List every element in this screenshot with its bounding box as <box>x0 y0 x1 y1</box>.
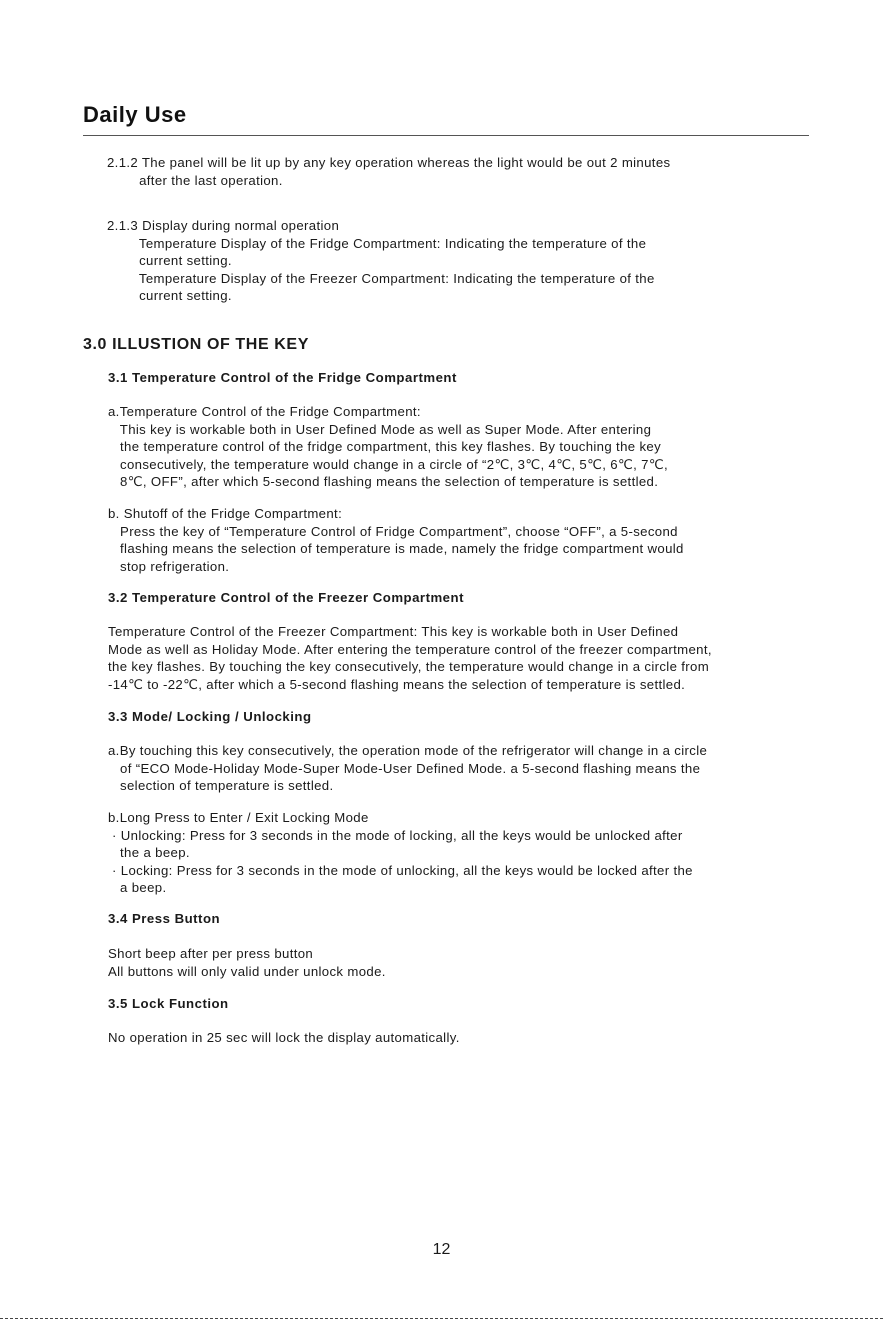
subsection-heading-3-4: 3.4 Press Button <box>108 911 221 926</box>
page-number: 12 <box>432 1241 451 1258</box>
subsection-heading-3-1: 3.1 Temperature Control of the Fridge Compartment <box>108 370 457 385</box>
paragraph-3-3-a: a.By touching this key consecutively, the operation mode of the refrigerator will change in a circle of “ECO Mode-Holiday Mode-Super Mode-User Defined Mode. a 5-second flashing means the selection of temperature is settled. <box>108 743 708 793</box>
subsection-heading-3-3: 3.3 Mode/ Locking / Unlocking <box>108 709 312 724</box>
paragraph-3-1-a: a.Temperature Control of the Fridge Compartment: This key is workable both in User Defined Mode as well as Super Mode. After entering the temperature control of the fridge compartment, this key flashes. By touching the key consecutively, the temperature would change in a circle of “2℃, 3℃, 4℃, 5℃, 6℃, 7℃, 8℃, OFF”, after which 5-second flashing means the selection of temperature is settled. <box>108 404 668 489</box>
page-title: Daily Use <box>83 102 187 127</box>
paragraph-3-3-b: b.Long Press to Enter / Exit Locking Mode · Unlocking: Press for 3 seconds in the mode of locking, all the keys would be unlocked after the a beep. · Locking: Press for 3 seconds in the mode of unlocking, all the keys would be locked after the a beep. <box>108 810 693 895</box>
subsection-heading-3-2: 3.2 Temperature Control of the Freezer Compartment <box>108 590 464 605</box>
paragraph-3-1-b: b. Shutoff of the Fridge Compartment: Press the key of “Temperature Control of Fridge Compartment”, choose “OFF”, a 5-second flashing means the selection of temperature is made, namely the fridge compartment would stop refrigeration. <box>108 506 684 574</box>
paragraph-3-2: Temperature Control of the Freezer Compartment: This key is workable both in User Defined Mode as well as Holiday Mode. After entering the temperature control of the freezer compartment, the key flashes. By touching the key consecutively, the temperature would change in a circle from -14℃ to -22℃, after which a 5-second flashing means the selection of temperature is settled. <box>108 624 712 692</box>
section-heading-3-0: 3.0 ILLUSTION OF THE KEY <box>83 336 309 353</box>
paragraph-2-1-3: 2.1.3 Display during normal operation Temperature Display of the Fridge Compartment: Indicating the temperature of the current setting. Temperature Display of the Freezer Compartment: Indicating the temperature of the current setting. <box>107 218 655 303</box>
paragraph-2-1-2: 2.1.2 The panel will be lit up by any key operation whereas the light would be out 2 minutes after the last operation. <box>107 155 671 188</box>
title-divider <box>83 135 809 136</box>
paragraph-3-4: Short beep after per press button All buttons will only valid under unlock mode. <box>108 946 386 979</box>
subsection-heading-3-5: 3.5 Lock Function <box>108 996 229 1011</box>
bottom-border <box>0 1318 883 1319</box>
paragraph-3-5: No operation in 25 sec will lock the display automatically. <box>108 1030 460 1045</box>
